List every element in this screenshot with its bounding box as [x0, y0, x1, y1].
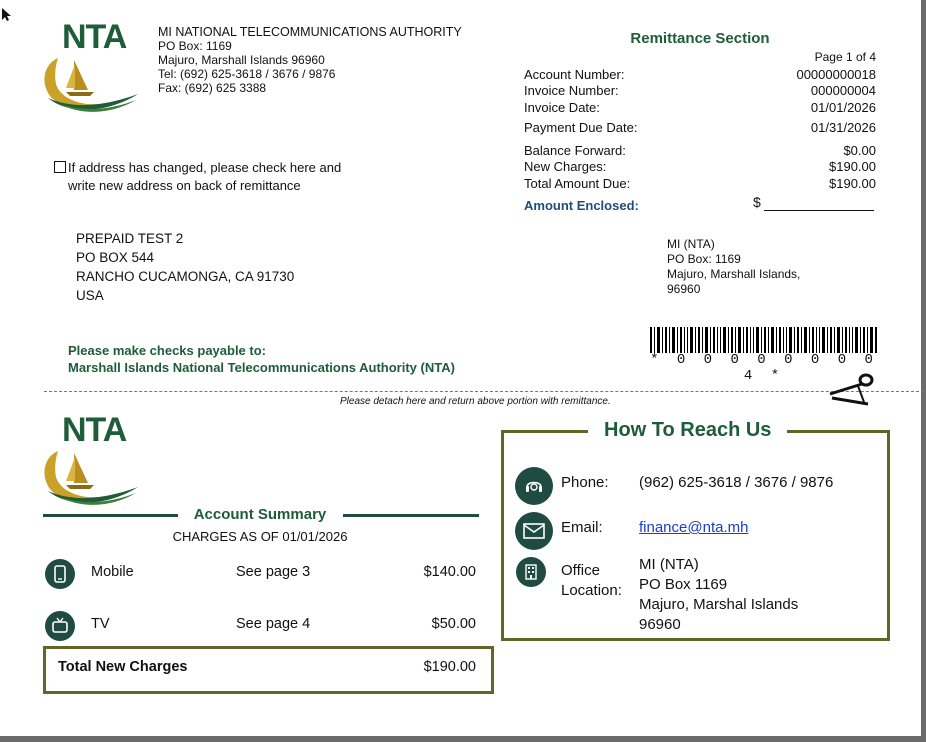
due-date-row [524, 120, 876, 135]
invoice-date-value: 01/01/2026 [810, 100, 876, 115]
summary-row-amount: $140.00 [423, 564, 476, 580]
customer-address-line: USA [76, 288, 104, 303]
summary-rule-right [343, 514, 479, 517]
summary-rule-left [43, 514, 178, 517]
invoice-date-row [524, 100, 876, 115]
office-address [639, 555, 798, 635]
amount-enclosed-row [524, 194, 876, 213]
org-name: MI NATIONAL TELECOMMUNICATIONS AUTHORITY [158, 25, 462, 39]
office-label-line1: Office [561, 562, 600, 579]
account-number-row [524, 67, 876, 82]
building-icon [516, 557, 546, 587]
balance-forward-label: Balance Forward: [524, 143, 626, 158]
org-line: Majuro, Marshall Islands 96960 [158, 53, 325, 67]
office-address-line: 96960 [639, 616, 681, 633]
account-summary-subtitle: CHARGES AS OF 01/01/2026 [172, 529, 348, 544]
customer-address-line: PO BOX 544 [76, 250, 155, 265]
summary-row-name: TV [91, 616, 110, 632]
org-header [158, 25, 462, 95]
office-label-line2: Location: [561, 582, 622, 599]
remit-to-address [667, 237, 800, 297]
customer-address-line: PREPAID TEST 2 [76, 231, 184, 246]
org-line: Fax: (692) 625 3388 [158, 81, 267, 95]
tv-icon [45, 611, 75, 641]
nta-logo-top [40, 20, 140, 115]
total-due-value: $190.00 [829, 176, 876, 191]
phone-label: Phone: [561, 474, 609, 491]
envelope-icon [515, 512, 553, 550]
payable-notice [68, 342, 455, 376]
address-change-line2: write new address on back of remittance [68, 178, 301, 193]
summary-row-amount: $50.00 [431, 616, 476, 632]
due-date-value: 01/31/2026 [810, 120, 876, 135]
payable-line1: Please make checks payable to: [68, 343, 267, 358]
new-charges-value: $190.00 [829, 159, 876, 174]
contact-title: How To Reach Us [588, 419, 787, 442]
summary-row-page: See page 4 [236, 616, 311, 632]
remittance-title: Remittance Section [630, 30, 770, 47]
remit-address-line: PO Box: 1169 [667, 252, 741, 266]
invoice-number-value: 000000004 [810, 83, 876, 98]
logo-wave-icon [40, 52, 140, 114]
customer-address [76, 229, 294, 305]
office-label [561, 561, 622, 601]
amount-enclosed-label: Amount Enclosed: [524, 198, 639, 213]
detach-line [44, 391, 924, 392]
remit-address-line: 96960 [667, 282, 701, 296]
account-number-label: Account Number: [524, 67, 625, 82]
summary-row-page: See page 3 [236, 564, 311, 580]
address-change-line1: If address has changed, please check here and [68, 160, 342, 175]
account-number-value: 00000000018 [796, 67, 876, 82]
new-charges-label: New Charges: [524, 159, 607, 174]
email-link[interactable]: finance@nta.mh [639, 519, 749, 536]
dollar-sign: $ [753, 194, 761, 210]
logo-wave-icon [40, 445, 140, 507]
total-new-charges-amount: $190.00 [423, 659, 476, 675]
office-address-line: PO Box 1169 [639, 576, 728, 593]
org-line: PO Box: 1169 [158, 39, 232, 53]
barcode-text: * 0 0 0 0 0 0 0 0 4 * [650, 352, 878, 384]
account-summary-title: Account Summary [193, 506, 327, 523]
logo-text: NTA [62, 411, 127, 449]
balance-forward-value: $0.00 [843, 143, 876, 158]
address-change-notice [54, 159, 341, 195]
address-change-checkbox[interactable] [54, 161, 66, 173]
summary-row-name: Mobile [91, 564, 134, 580]
invoice-number-label: Invoice Number: [524, 83, 619, 98]
headset-icon [515, 467, 553, 505]
page-number: Page 1 of 4 [814, 50, 876, 64]
mobile-phone-icon [45, 559, 75, 589]
office-address-line: MI (NTA) [639, 556, 699, 573]
remit-address-line: Majuro, Marshall Islands, [667, 267, 801, 281]
total-due-label: Total Amount Due: [524, 176, 631, 191]
logo-text: NTA [62, 18, 127, 56]
mouse-cursor-icon [2, 8, 12, 22]
total-due-row [524, 176, 876, 191]
customer-address-line: RANCHO CUCAMONGA, CA 91730 [76, 269, 295, 284]
new-charges-row [524, 159, 876, 174]
barcode-icon [650, 327, 878, 353]
org-line: Tel: (692) 625-3618 / 3676 / 9876 [158, 67, 336, 81]
phone-value: (962) 625-3618 / 3676 / 9876 [639, 474, 834, 491]
total-new-charges-label: Total New Charges [58, 659, 188, 675]
balance-forward-row [524, 143, 876, 158]
due-date-label: Payment Due Date: [524, 120, 638, 135]
email-label: Email: [561, 519, 603, 536]
remit-address-line: MI (NTA) [667, 237, 715, 251]
detach-text: Please detach here and return above portion with remittance. [340, 396, 611, 407]
amount-enclosed-line[interactable] [764, 210, 874, 211]
scissors-icon [828, 372, 876, 406]
nta-logo-bottom [40, 413, 140, 508]
invoice-date-label: Invoice Date: [524, 100, 600, 115]
office-address-line: Majuro, Marshal Islands [639, 596, 799, 613]
invoice-number-row [524, 83, 876, 98]
payable-line2: Marshall Islands National Telecommunications Authority (NTA) [68, 360, 455, 375]
